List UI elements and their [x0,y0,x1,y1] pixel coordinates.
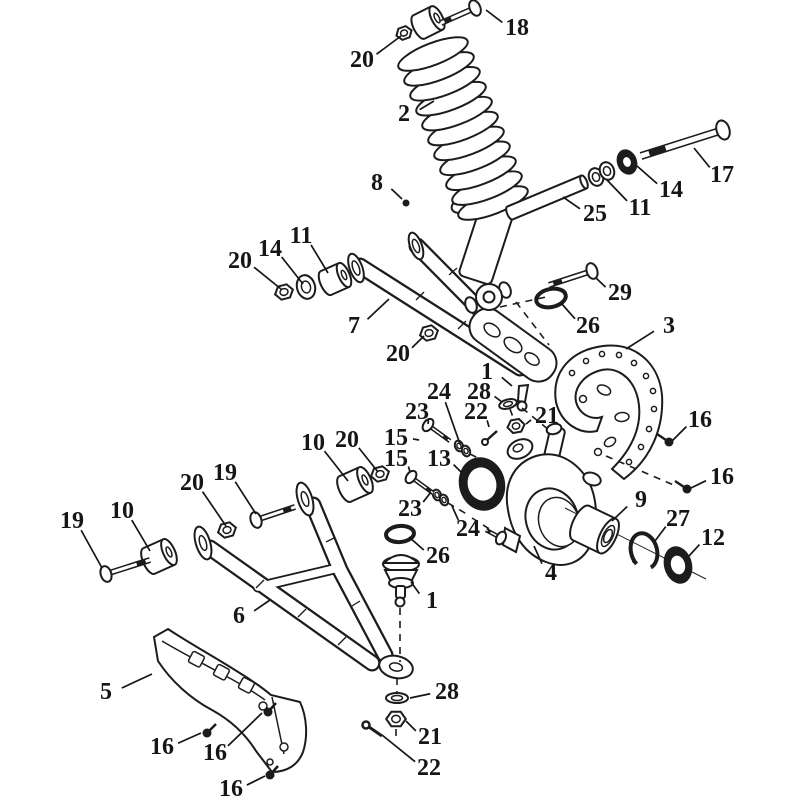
part-number: 16 [710,464,734,490]
part-number: 19 [213,460,237,486]
part-label-5 [100,674,152,705]
screw-16-shield-a [203,724,217,738]
part-label-22 [464,399,489,427]
castle-nut-21-lower [386,712,406,726]
part-label-7 [348,299,389,339]
part-number: 10 [110,498,134,524]
bolt-29 [549,262,600,285]
part-label-8 [371,170,402,199]
part-number: 4 [545,560,557,586]
part-number: 24 [427,379,451,405]
part-number: 15 [384,446,408,472]
part-number: 8 [371,170,383,196]
part-number: 1 [426,588,438,614]
part-number: 3 [663,313,675,339]
part-number: 28 [435,679,459,705]
part-label-20 [335,427,378,472]
part-number: 6 [233,603,245,629]
part-label-1 [411,582,438,614]
part-number: 20 [335,427,359,453]
grease-fitting-8 [403,200,410,207]
arm-guard [154,629,306,772]
part-number: 7 [348,313,360,339]
part-label-16 [150,733,201,760]
part-number: 20 [386,341,410,367]
part-label-20 [386,336,424,367]
part-label-25 [563,197,607,227]
small-washer-24d [438,493,449,506]
part-number: 13 [427,446,451,472]
part-label-20 [350,36,401,73]
part-number: 12 [701,525,725,551]
part-label-16 [219,776,265,800]
oil-seal-12 [660,543,697,587]
screw-16-guard-a [657,434,674,447]
part-label-6 [233,600,270,629]
part-label-16 [672,407,712,441]
bolt-23-lower [403,469,433,493]
part-number: 27 [666,506,690,532]
part-number: 16 [688,407,712,433]
part-label-26 [561,303,600,339]
part-label-18 [486,10,529,41]
part-number: 22 [417,755,441,781]
part-label-15 [384,446,410,472]
part-number: 10 [301,430,325,456]
part-number: 17 [710,162,734,188]
screw-16-guard-b [675,481,692,494]
part-number: 26 [576,313,600,339]
oil-seal-13 [453,452,511,516]
part-number: 11 [628,195,652,221]
part-number: 19 [60,508,84,534]
part-label-10 [110,498,150,551]
part-number: 23 [398,496,422,522]
part-label-24 [452,506,480,542]
part-label-21 [406,721,442,750]
part-label-3 [626,313,675,349]
bolt-19-rear [248,507,295,529]
part-label-19 [60,508,102,568]
ball-joint-lower [383,555,419,607]
part-number: 20 [180,470,204,496]
part-label-19 [213,460,256,514]
part-number: 22 [464,399,488,425]
o-ring-26-lower [385,525,414,543]
lower-control-arm [210,505,415,681]
part-number: 20 [228,248,252,274]
part-number: 18 [505,15,529,41]
part-number: 16 [203,740,227,766]
part-number: 2 [398,101,410,127]
part-label-28 [410,679,459,705]
part-number: 20 [350,47,374,73]
small-washer-24b [460,444,471,457]
part-label-21 [526,403,559,429]
part-number: 24 [456,516,480,542]
part-label-11 [607,180,651,221]
part-number: 23 [405,399,429,425]
bearing-washer-14-right [613,146,641,177]
washer-28-upper [498,397,518,410]
part-number: 16 [150,734,174,760]
part-number: 25 [583,201,607,227]
part-label-29 [596,278,632,306]
part-number: 26 [426,543,450,569]
part-number: 21 [418,724,442,750]
bolt-17 [641,119,732,156]
cotter-pin-upper [482,431,497,445]
part-number: 16 [219,776,243,800]
part-number: 29 [608,280,632,306]
part-number: 21 [535,403,559,429]
part-label-27 [655,506,690,541]
cotter-pin-lower [363,722,383,737]
castle-nut-21-upper [506,418,525,434]
part-number: 5 [100,679,112,705]
part-label-12 [689,525,725,556]
washer-28-lower [386,693,408,703]
ball-joint-upper [518,385,529,411]
part-label-16 [691,464,734,490]
part-number: 14 [659,177,683,203]
shock-spring [395,30,532,226]
nut-20-lower-front [216,521,237,539]
part-number: 11 [289,223,313,249]
snap-ring [627,530,661,572]
part-number: 28 [467,379,491,405]
part-number: 15 [384,425,408,451]
part-label-23 [398,492,431,522]
part-number: 1 [481,359,493,385]
disc-guard [555,346,662,479]
part-label-11 [290,223,328,273]
bolt-18 [441,0,483,23]
part-label-9 [612,487,647,521]
part-number: 14 [258,236,282,262]
part-label-23 [405,399,429,425]
part-number: 9 [635,487,647,513]
part-label-17 [694,148,734,188]
bolt-19-front [98,560,150,583]
